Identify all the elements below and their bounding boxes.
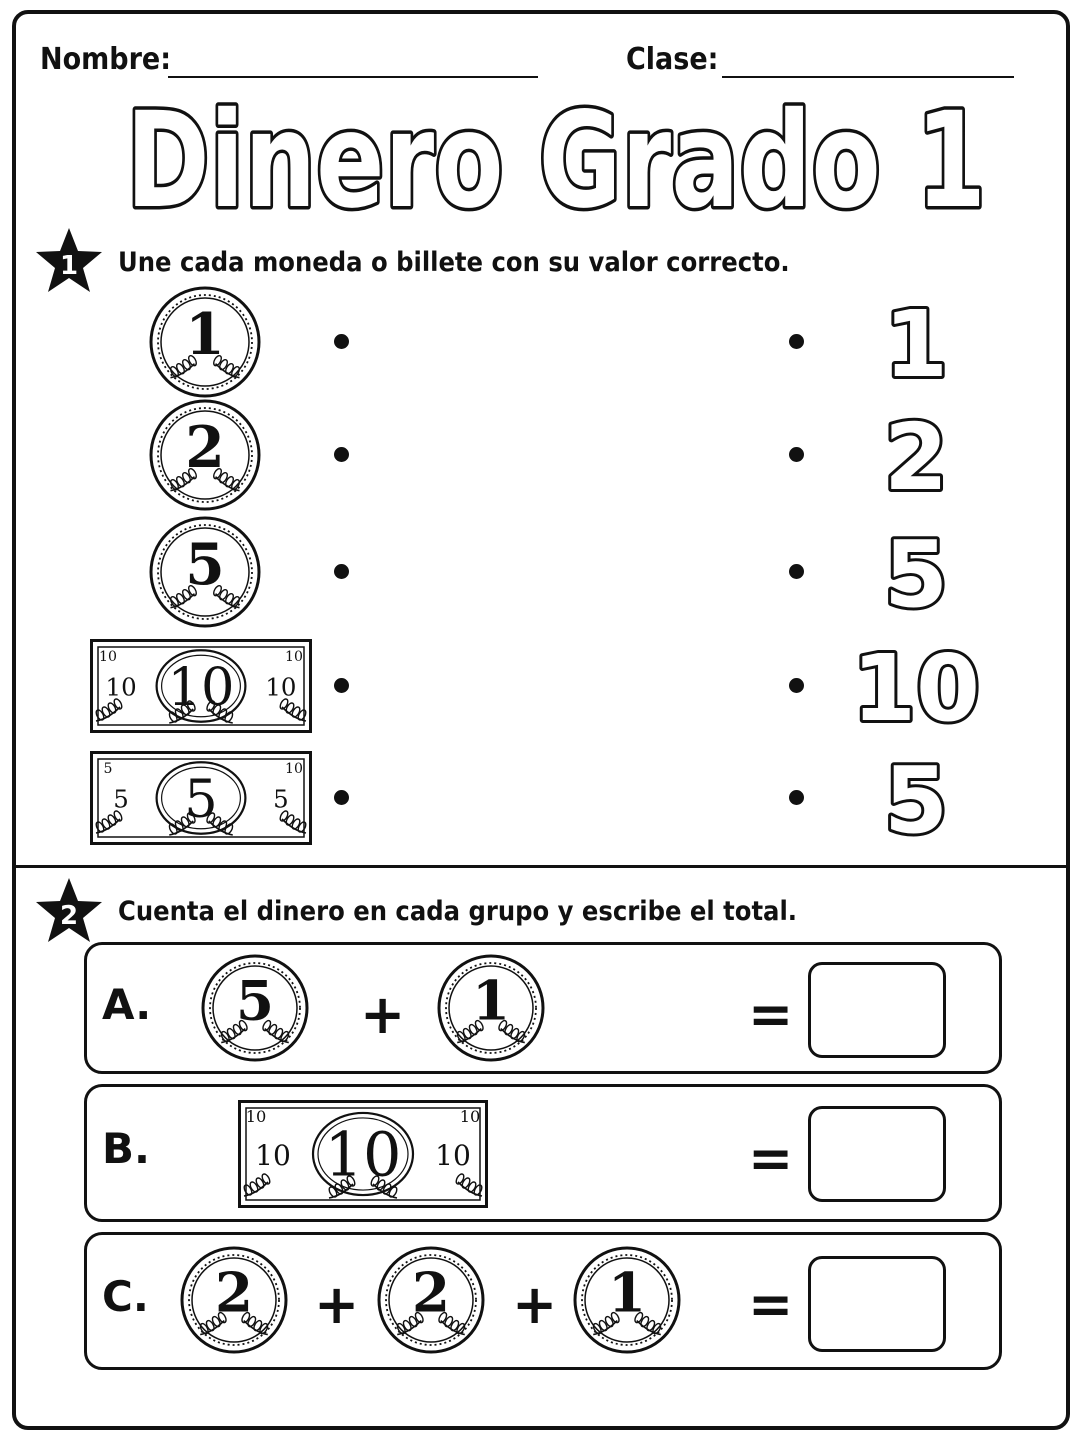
match-bill-5-corner-left: 5: [103, 761, 113, 777]
match-value-text-4: 10: [851, 635, 981, 734]
row-a-plus: +: [360, 983, 406, 1046]
match-bill-4-side-right: 10: [265, 672, 297, 702]
match-dot-left-3[interactable]: [334, 564, 349, 579]
class-input-line[interactable]: [722, 76, 1014, 78]
row-c-coin-3-value: 1: [608, 1260, 646, 1325]
match-dot-left-5[interactable]: [334, 790, 349, 805]
match-coin-1-value: 1: [185, 301, 225, 368]
match-dot-right-5[interactable]: [789, 790, 804, 805]
page-title: [0, 88, 1086, 238]
match-dot-right-4[interactable]: [789, 678, 804, 693]
match-bill-4: [90, 639, 312, 733]
row-b-bill-side-right: 10: [435, 1138, 471, 1172]
match-value-4: [846, 634, 986, 734]
row-c-coin-2: [374, 1243, 488, 1357]
match-value-text-3: 5: [883, 521, 949, 620]
section-1-number: 1: [59, 251, 79, 281]
row-c-coin-3: [570, 1243, 684, 1357]
name-label: Nombre:: [40, 42, 172, 77]
section-2-instruction: Cuenta el dinero en cada grupo y escribe el total.: [118, 896, 797, 927]
row-b-letter: B.: [102, 1124, 150, 1173]
match-dot-right-3[interactable]: [789, 564, 804, 579]
match-coin-3: [146, 513, 264, 631]
match-value-text-5: 5: [883, 747, 949, 846]
row-a-answer-box[interactable]: [808, 962, 946, 1058]
match-bill-4-corner-right: 10: [285, 649, 303, 665]
class-label: Clase:: [626, 42, 719, 77]
row-b-bill-corner-right: 10: [459, 1107, 481, 1126]
row-c-plus-1: +: [314, 1273, 360, 1336]
row-a-coin-1: [198, 951, 312, 1065]
row-a-letter: A.: [102, 980, 152, 1029]
match-value-2: [846, 403, 986, 503]
match-dot-left-1[interactable]: [334, 334, 349, 349]
row-c-coin-1-value: 2: [215, 1260, 253, 1325]
row-a-coin-1-value: 5: [236, 968, 274, 1033]
row-b-bill-value: 10: [324, 1120, 402, 1191]
match-dot-right-1[interactable]: [789, 334, 804, 349]
row-a-coin-2-value: 1: [472, 968, 510, 1033]
section-1-star-icon: [34, 226, 104, 296]
match-dot-right-2[interactable]: [789, 447, 804, 462]
row-b-answer-box[interactable]: [808, 1106, 946, 1202]
match-value-text-2: 2: [883, 404, 949, 503]
name-input-line[interactable]: [168, 76, 538, 78]
match-bill-5-side-left: 5: [113, 784, 129, 814]
match-coin-2-value: 2: [185, 414, 225, 481]
match-bill-5-value: 5: [184, 768, 218, 830]
match-value-3: [846, 520, 986, 620]
row-b-equals: =: [748, 1127, 794, 1190]
match-bill-5-corner-right: 10: [285, 761, 303, 777]
match-bill-5: [90, 751, 312, 845]
match-bill-4-value: 10: [167, 656, 235, 718]
match-dot-left-4[interactable]: [334, 678, 349, 693]
row-b-bill-side-left: 10: [255, 1138, 291, 1172]
section-2-star-icon: [34, 876, 104, 946]
section-1-instruction: Une cada moneda o billete con su valor correcto.: [118, 247, 790, 278]
row-c-plus-2: +: [512, 1273, 558, 1336]
row-c-answer-box[interactable]: [808, 1256, 946, 1352]
match-bill-5-side-right: 5: [273, 784, 289, 814]
match-dot-left-2[interactable]: [334, 447, 349, 462]
row-c-letter: C.: [102, 1272, 149, 1321]
match-bill-4-corner-left: 10: [99, 649, 117, 665]
title-text: Dinero Grado 1: [126, 88, 986, 238]
row-c-coin-2-value: 2: [412, 1260, 450, 1325]
match-coin-3-value: 5: [185, 531, 225, 598]
match-value-1: [846, 290, 986, 390]
section-2-number: 2: [59, 901, 79, 931]
section-divider: [16, 865, 1070, 868]
row-a-equals: =: [748, 983, 794, 1046]
row-b-bill-corner-left: 10: [245, 1107, 267, 1126]
match-coin-1: [146, 283, 264, 401]
row-a-coin-2: [434, 951, 548, 1065]
match-value-text-1: 1: [883, 291, 949, 390]
match-coin-2: [146, 396, 264, 514]
row-b-bill: [238, 1100, 488, 1208]
row-c-coin-1: [177, 1243, 291, 1357]
row-c-equals: =: [748, 1273, 794, 1336]
match-value-5: [846, 746, 986, 846]
match-bill-4-side-left: 10: [105, 672, 137, 702]
